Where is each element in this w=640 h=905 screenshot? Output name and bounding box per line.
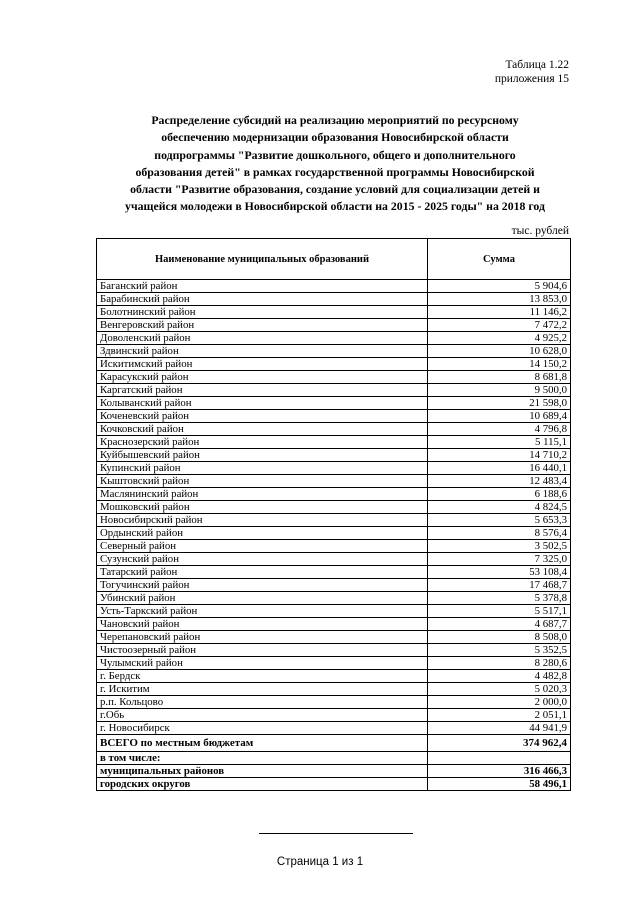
municipality-name: Сузунский район xyxy=(97,553,428,566)
table-row xyxy=(97,540,571,553)
table-row xyxy=(97,592,571,605)
table-row xyxy=(97,696,571,709)
subsidy-sum: 11 146,2 xyxy=(428,306,571,319)
municipality-name: Каргатский район xyxy=(97,384,428,397)
subsidy-sum: 10 689,4 xyxy=(428,410,571,423)
subsidy-sum: 53 108,4 xyxy=(428,566,571,579)
municipality-name: Купинский район xyxy=(97,462,428,475)
title-line: обеспечению модернизации образования Новосибирской области xyxy=(161,130,509,145)
municipality-name: Северный район xyxy=(97,540,428,553)
municipality-name: г. Бердск xyxy=(97,670,428,683)
table-row xyxy=(97,423,571,436)
municipality-name: Краснозерский район xyxy=(97,436,428,449)
municipality-name: Усть-Таркский район xyxy=(97,605,428,618)
municipality-name: Убинский район xyxy=(97,592,428,605)
table-row xyxy=(97,410,571,423)
table-row xyxy=(97,488,571,501)
municipality-name: г. Новосибирск xyxy=(97,722,428,735)
table-row xyxy=(97,527,571,540)
urban-sum: 58 496,1 xyxy=(428,778,571,791)
subsidy-sum: 5 378,8 xyxy=(428,592,571,605)
subsidy-sum: 44 941,9 xyxy=(428,722,571,735)
municipality-name: Болотнинский район xyxy=(97,306,428,319)
subsidy-sum: 5 517,1 xyxy=(428,605,571,618)
municipality-name: Чановский район xyxy=(97,618,428,631)
municipality-name: Куйбышевский район xyxy=(97,449,428,462)
municipality-name: Кыштовский район xyxy=(97,475,428,488)
subsidy-sum: 8 280,6 xyxy=(428,657,571,670)
municipality-name: Чулымский район xyxy=(97,657,428,670)
subsidy-sum: 9 500,0 xyxy=(428,384,571,397)
subsidy-sum: 8 681,8 xyxy=(428,371,571,384)
table-row xyxy=(97,293,571,306)
subsidy-sum: 5 653,3 xyxy=(428,514,571,527)
table-row xyxy=(97,332,571,345)
table-row xyxy=(97,605,571,618)
title-line: подпрограммы "Развитие дошкольного, общего и дополнительного xyxy=(154,147,516,162)
municipality-name: Барабинский район xyxy=(97,293,428,306)
table-row xyxy=(97,397,571,410)
subsidy-sum: 12 483,4 xyxy=(428,475,571,488)
municipality-name: Черепановский район xyxy=(97,631,428,644)
appendix-number: приложения 15 xyxy=(494,73,569,85)
municipality-name: Новосибирский район xyxy=(97,514,428,527)
table-row xyxy=(97,579,571,592)
title-line: Распределение субсидий на реализацию мероприятий по ресурсному xyxy=(151,113,519,127)
table-row xyxy=(97,280,571,293)
urban-label: городских округов xyxy=(97,778,428,791)
table-row xyxy=(97,644,571,657)
title-line: области "Развитие образования, создание условий для социализации детей и xyxy=(130,182,540,197)
table-row xyxy=(97,670,571,683)
subsidy-sum: 14 710,2 xyxy=(428,449,571,462)
table-row xyxy=(97,345,571,358)
column-header-name: Наименование муниципальных образований xyxy=(97,239,428,280)
document-title xyxy=(96,112,574,216)
table-row xyxy=(97,436,571,449)
table-row xyxy=(97,553,571,566)
municipality-name: Венгеровский район xyxy=(97,319,428,332)
subsidy-sum: 4 687,7 xyxy=(428,618,571,631)
municipality-name: Здвинский район xyxy=(97,345,428,358)
title-line: образования детей" в рамках государственной программы Новосибирской xyxy=(135,164,535,179)
subsidy-sum: 8 508,0 xyxy=(428,631,571,644)
municipality-name: Кочковский район xyxy=(97,423,428,436)
municipality-name: р.п. Кольцово xyxy=(97,696,428,709)
table-row xyxy=(97,371,571,384)
subsidy-sum: 10 628,0 xyxy=(428,345,571,358)
subsidy-sum: 4 796,8 xyxy=(428,423,571,436)
table-row xyxy=(97,501,571,514)
municipality-name: Карасукский район xyxy=(97,371,428,384)
table-row xyxy=(97,475,571,488)
municipality-name: Коченевский район xyxy=(97,410,428,423)
table-row xyxy=(97,306,571,319)
table-row xyxy=(97,657,571,670)
total-row xyxy=(97,735,571,752)
subsidy-sum: 4 925,2 xyxy=(428,332,571,345)
municipality-name: Татарский район xyxy=(97,566,428,579)
subsidy-sum: 21 598,0 xyxy=(428,397,571,410)
table-row xyxy=(97,683,571,696)
subsidy-sum: 14 150,2 xyxy=(428,358,571,371)
subsidy-sum: 13 853,0 xyxy=(428,293,571,306)
municipal-sum: 316 466,3 xyxy=(428,765,571,778)
total-sum: 374 962,4 xyxy=(428,735,571,752)
municipality-name: Искитимский район xyxy=(97,358,428,371)
table-summary xyxy=(97,735,571,791)
subsidy-sum: 7 325,0 xyxy=(428,553,571,566)
municipal-row xyxy=(97,765,571,778)
total-label: ВСЕГО по местным бюджетам xyxy=(97,735,428,752)
urban-row xyxy=(97,778,571,791)
table-row xyxy=(97,384,571,397)
table-reference xyxy=(495,58,569,86)
including-empty xyxy=(428,752,571,765)
subsidy-sum: 6 188,6 xyxy=(428,488,571,501)
table-row xyxy=(97,358,571,371)
table-number: Таблица 1.22 xyxy=(505,59,569,71)
table-row xyxy=(97,449,571,462)
subsidy-sum: 16 440,1 xyxy=(428,462,571,475)
subsidy-sum: 5 904,6 xyxy=(428,280,571,293)
table-body xyxy=(97,280,571,735)
table-row xyxy=(97,631,571,644)
municipality-name: Доволенский район xyxy=(97,332,428,345)
subsidy-sum: 17 468,7 xyxy=(428,579,571,592)
municipality-name: Мошковский район xyxy=(97,501,428,514)
page-footer: Страница 1 из 1 xyxy=(276,856,364,868)
including-row xyxy=(97,752,571,765)
municipality-name: Тогучинский район xyxy=(97,579,428,592)
municipal-label: муниципальных районов xyxy=(97,765,428,778)
subsidy-sum: 7 472,2 xyxy=(428,319,571,332)
subsidy-sum: 3 502,5 xyxy=(428,540,571,553)
title-line: учащейся молодежи в Новосибирской области на 2015 - 2025 годы" на 2018 год xyxy=(125,199,545,214)
subsidy-sum: 2 000,0 xyxy=(428,696,571,709)
table-row xyxy=(97,618,571,631)
table-row xyxy=(97,709,571,722)
subsidy-sum: 8 576,4 xyxy=(428,527,571,540)
municipality-name: г. Искитим xyxy=(97,683,428,696)
municipality-name: г.Обь xyxy=(97,709,428,722)
table-header-row xyxy=(97,239,571,280)
municipality-name: Колыванский район xyxy=(97,397,428,410)
footer-divider xyxy=(259,833,413,834)
table-row xyxy=(97,514,571,527)
subsidy-sum: 4 824,5 xyxy=(428,501,571,514)
column-header-sum: Сумма xyxy=(428,239,571,280)
subsidy-sum: 5 115,1 xyxy=(428,436,571,449)
including-label: в том числе: xyxy=(97,752,428,765)
table-row xyxy=(97,722,571,735)
subsidy-table xyxy=(96,238,571,791)
units-label: тыс. рублей xyxy=(511,225,569,237)
table-row xyxy=(97,566,571,579)
municipality-name: Баганский район xyxy=(97,280,428,293)
subsidy-sum: 4 482,8 xyxy=(428,670,571,683)
municipality-name: Ордынский район xyxy=(97,527,428,540)
municipality-name: Маслянинский район xyxy=(97,488,428,501)
subsidy-sum: 2 051,1 xyxy=(428,709,571,722)
table-row xyxy=(97,462,571,475)
table-row xyxy=(97,319,571,332)
subsidy-sum: 5 352,5 xyxy=(428,644,571,657)
subsidy-sum: 5 020,3 xyxy=(428,683,571,696)
municipality-name: Чистоозерный район xyxy=(97,644,428,657)
